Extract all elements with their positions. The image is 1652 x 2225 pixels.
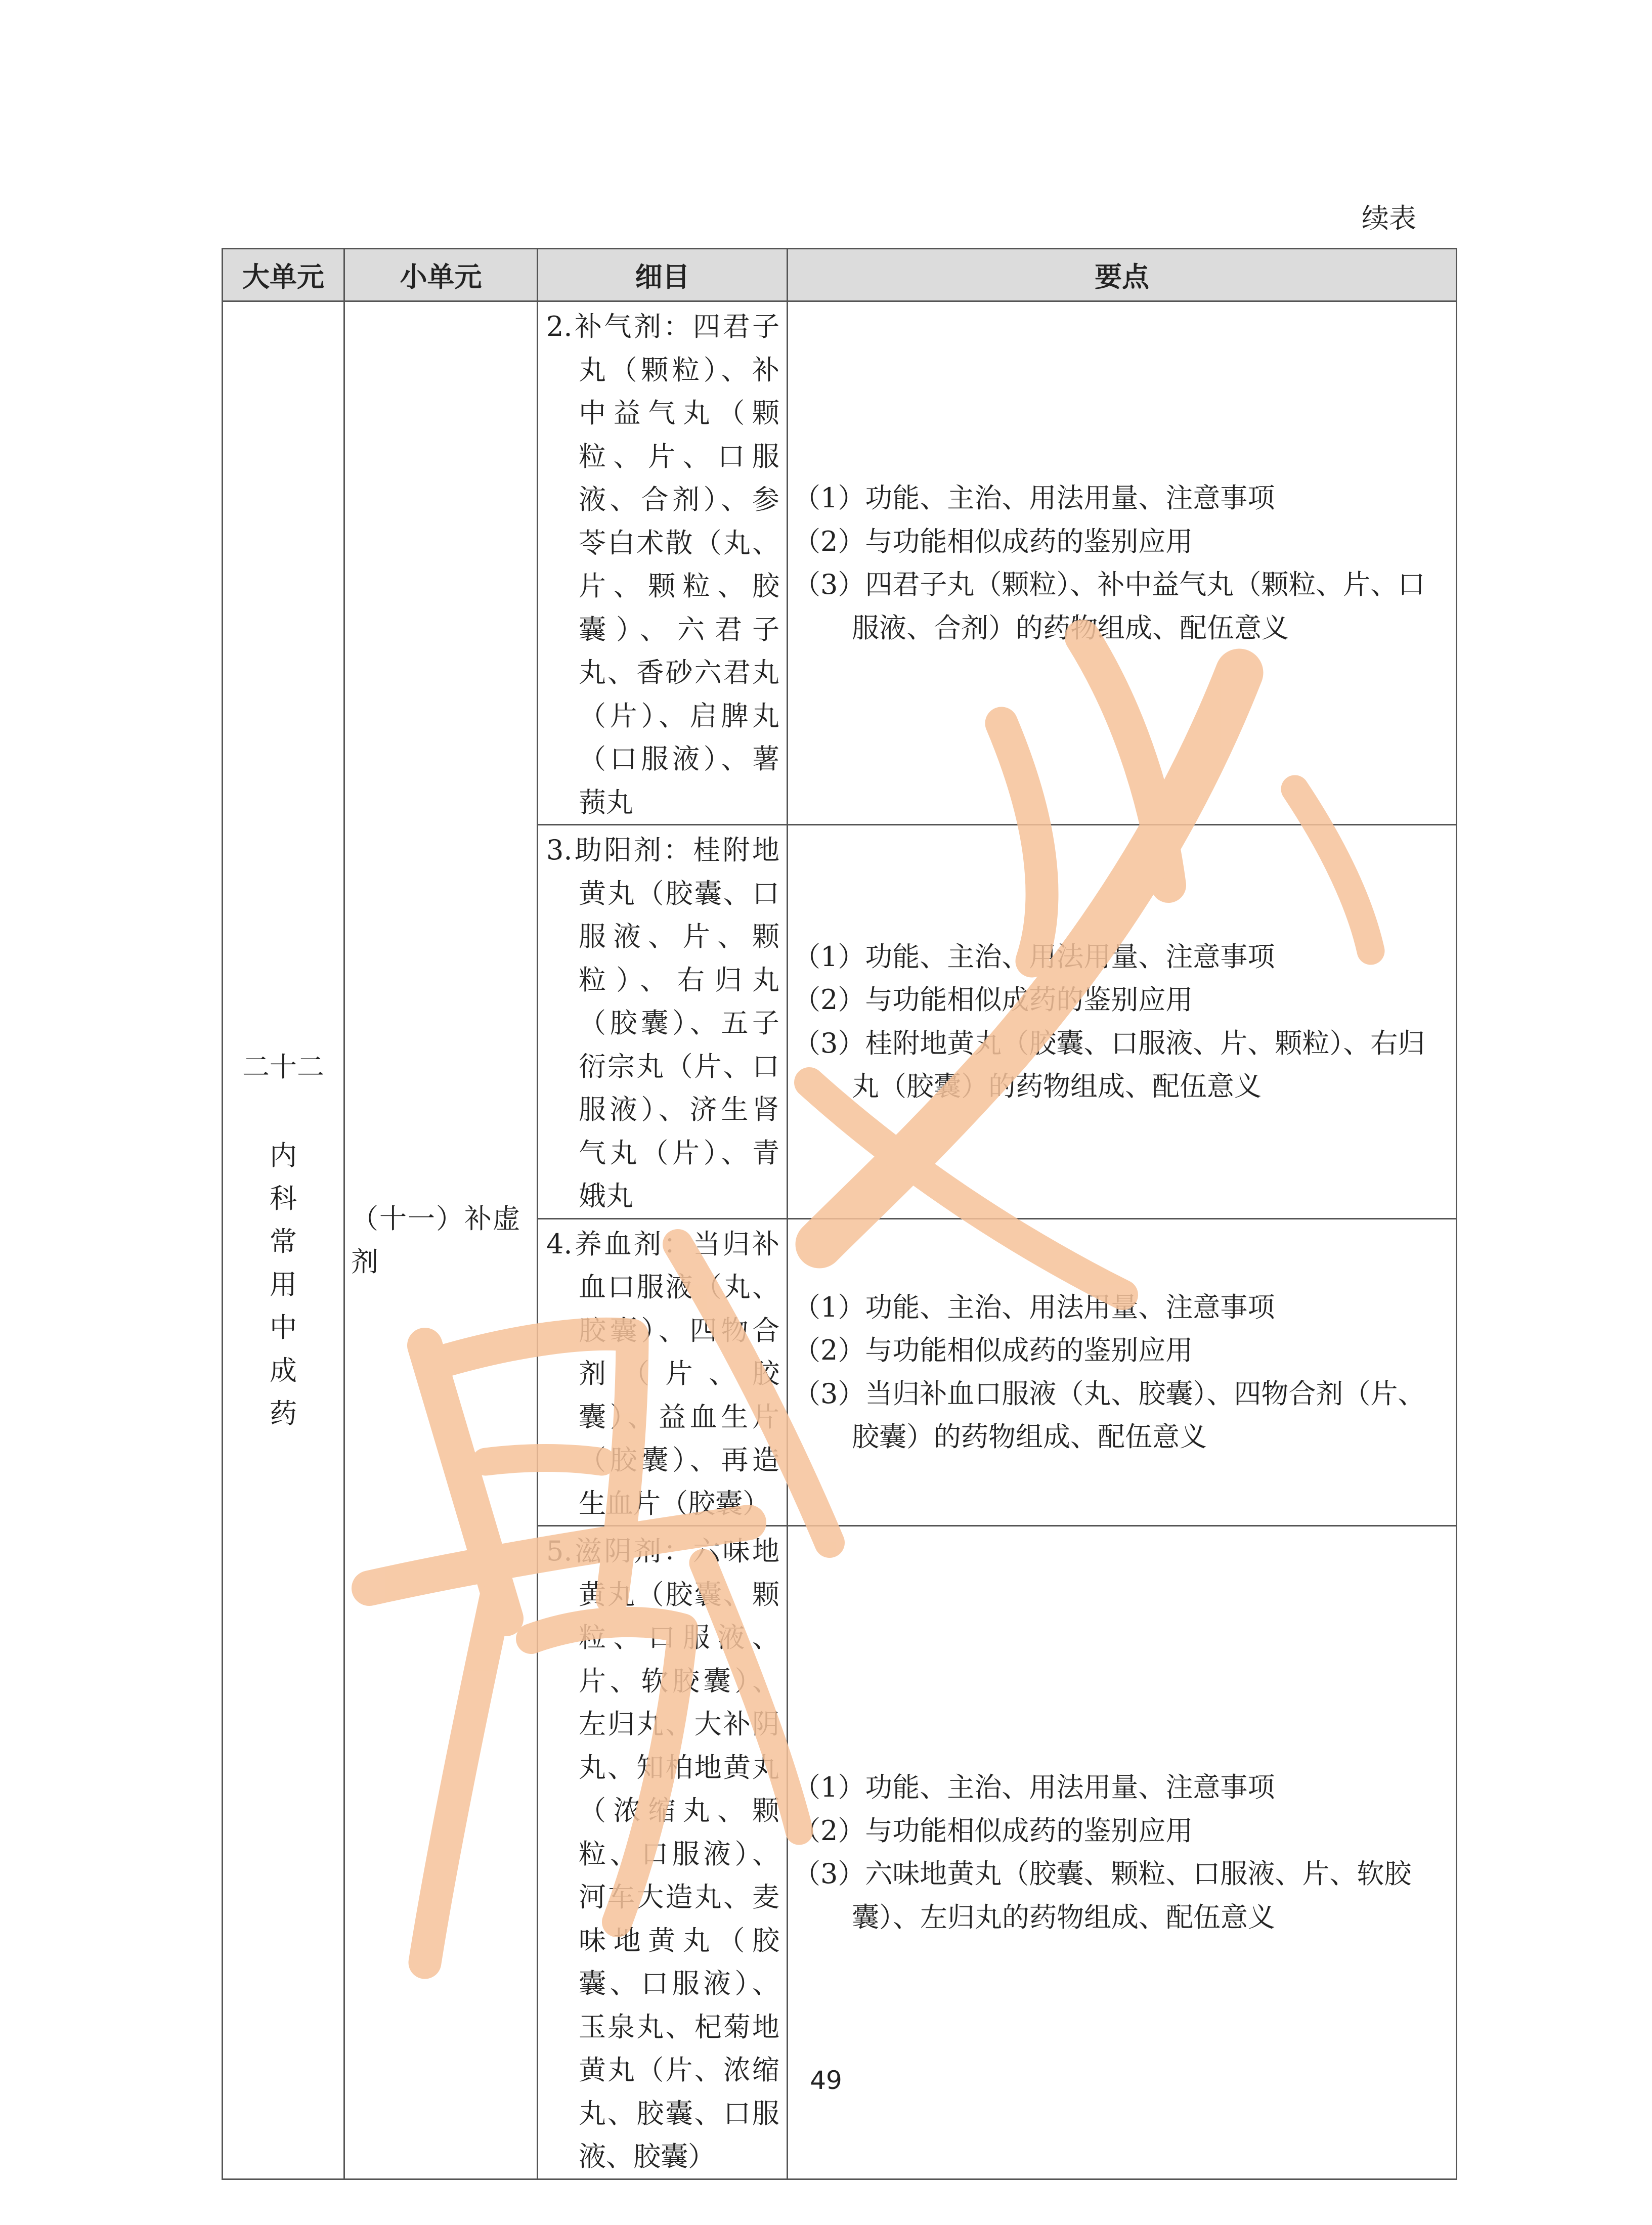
syllabus-table — [222, 248, 1457, 2180]
point-item: （2）与功能相似成药的鉴别应用 — [793, 1814, 1193, 1847]
point-item: （2）与功能相似成药的鉴别应用 — [793, 525, 1193, 557]
minor-unit-cell — [344, 301, 538, 2179]
detail-text: 5.滋阴剂：六味地黄丸（胶囊、颗粒、口服液、片、软胶囊）、左归丸、大补阴丸、知柏地黄丸（浓缩丸、颗粒、口服液）、河车大造丸、麦味地黄丸（胶囊、口服液）、玉泉丸、杞菊地黄丸（片、浓缩丸、胶囊、口服液、胶囊） — [546, 1535, 779, 2172]
detail-cell — [538, 1218, 788, 1526]
point-item: （3）六味地黄丸（胶囊、颗粒、口服液、片、软胶囊）、左归丸的药物组成、配伍意义 — [793, 1858, 1412, 1933]
detail-text: 4.养血剂：当归补血口服液（丸、胶囊）、四物合剂（片、胶囊）、益血生片（胶囊）、再造生血片（胶囊） — [546, 1228, 779, 1519]
point-item: （1）功能、主治、用法用量、注意事项 — [793, 1771, 1275, 1804]
unit-name-char: 用 — [270, 1268, 297, 1300]
detail-text: 3.助阳剂：桂附地黄丸（胶囊、口服液、片、颗粒）、右归丸（胶囊）、五子衍宗丸（片、口服液）、济生肾气丸（片）、青娥丸 — [546, 834, 779, 1212]
points-cell — [788, 301, 1457, 825]
point-item: （1）功能、主治、用法用量、注意事项 — [793, 940, 1275, 973]
point-item: （3）四君子丸（颗粒）、补中益气丸（颗粒、片、口服液、合剂）的药物组成、配伍意义 — [793, 569, 1425, 644]
point-item: （1）功能、主治、用法用量、注意事项 — [793, 482, 1275, 514]
point-item: （2）与功能相似成药的鉴别应用 — [793, 984, 1193, 1016]
unit-name-char: 成 — [270, 1354, 297, 1386]
page-number: 49 — [810, 2066, 842, 2095]
major-unit-cell — [223, 301, 344, 2179]
detail-text: 2.补气剂：四君子丸（颗粒）、补中益气丸（颗粒、片、口服液、合剂）、参苓白术散（丸、片、颗粒、胶囊）、六君子丸、香砂六君丸（片）、启脾丸（口服液）、薯蓣丸 — [546, 311, 779, 818]
table-header-row — [223, 249, 1457, 301]
unit-number: 二十二 — [242, 1051, 324, 1083]
unit-name-char: 科 — [270, 1182, 297, 1214]
subunit-label: （十一）补虚剂 — [351, 1202, 521, 1278]
detail-cell — [538, 1526, 788, 2179]
unit-name-char: 常 — [270, 1225, 297, 1257]
header-major-unit: 大单元 — [223, 249, 344, 301]
header-minor-unit: 小单元 — [344, 249, 538, 301]
detail-cell — [538, 825, 788, 1219]
point-item: （3）当归补血口服液（丸、胶囊）、四物合剂（片、胶囊）的药物组成、配伍意义 — [793, 1377, 1425, 1453]
header-key-points: 要点 — [788, 249, 1457, 301]
point-item: （1）功能、主治、用法用量、注意事项 — [793, 1291, 1275, 1323]
detail-cell — [538, 301, 788, 825]
points-cell — [788, 1526, 1457, 2179]
point-item: （3）桂附地黄丸（胶囊、口服液、片、颗粒）、右归丸（胶囊）的药物组成、配伍意义 — [793, 1027, 1425, 1103]
point-item: （2）与功能相似成药的鉴别应用 — [793, 1334, 1193, 1367]
continued-label: 续表 — [1362, 202, 1416, 234]
unit-name-char: 中 — [270, 1311, 297, 1343]
table-row — [223, 301, 1457, 825]
header-detail: 细目 — [538, 249, 788, 301]
unit-name-char: 内 — [270, 1139, 297, 1171]
points-cell — [788, 825, 1457, 1219]
points-cell — [788, 1218, 1457, 1526]
unit-name-char: 药 — [270, 1397, 297, 1429]
